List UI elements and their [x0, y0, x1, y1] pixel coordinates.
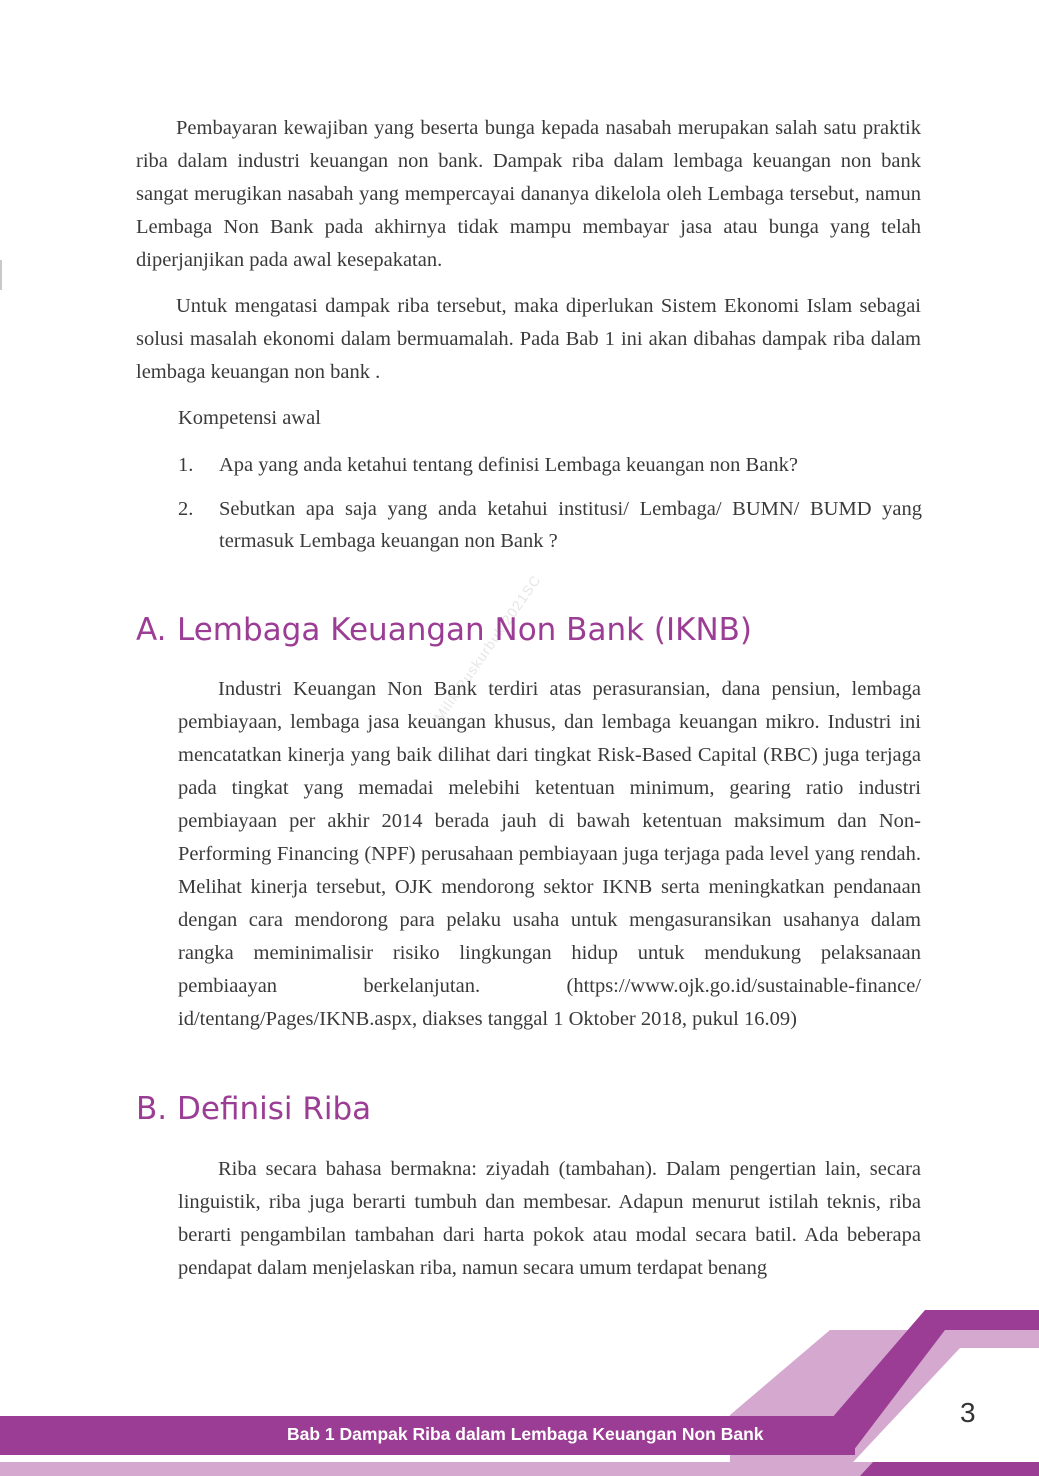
footer-base-dark [860, 1462, 1039, 1476]
chapter-title-footer: Bab 1 Dampak Riba dalam Lembaga Keuangan Non Bank [287, 1424, 764, 1444]
section-b-title: Definisi Riba [177, 1091, 372, 1127]
question-text: Apa yang anda ketahui tentang definisi Lembaga keuangan non Bank? [219, 454, 798, 476]
question-item-2 [178, 493, 922, 557]
section-a-body: Industri Keuangan Non Bank terdiri atas perasuransian, dana pensiun, lembaga pembiayaan, lembaga jasa keuangan khusus, dan lembaga keuangan mikro. Industri ini mencatatkan kinerja yang baik dilihat dari tingkat Risk-Based Capital (RBC) juga terjaga pada tingkat yang memadai melebihi ketentuan minimum, gearing ratio industri pembiayaan per akhir 2014 berada jauh di bawah ketentuan maksimum dan Non-Performing Financing (NPF) perusahaan pembiayaan juga terjaga pada level yang rendah. Melihat kinerja tersebut, OJK mendorong sektor IKNB serta meningkatkan pendanaan dengan cara mendorong para pelaku usaha untuk mengasuransikan usahanya dalam rangka meminimalisir risiko lingkungan hidup untuk mendukung pelaksanaan pembiaayan berkelanjutan. (https://www.ojk.go.id/sustainable-finance/ id/tentang/Pages/IKNB.aspx, diakses tanggal 1 Oktober 2018, pukul 16.09) [178, 678, 921, 1030]
question-number: 2. [178, 498, 194, 520]
question-text: Sebutkan apa saja yang anda ketahui institusi/ Lembaga/ BUMN/ BUMD yang termasuk Lembaga keuangan non Bank ? [219, 498, 922, 552]
section-a-heading [136, 610, 752, 650]
kompetensi-label: Kompetensi awal [178, 407, 321, 429]
question-item-1 [178, 449, 922, 481]
intro-paragraph-2: Untuk mengatasi dampak riba tersebut, maka diperlukan Sistem Ekonomi Islam sebagai solusi masalah ekonomi dalam bermuamalah. Pada Bab 1 ini akan dibahas dampak riba dalam lembaga keuangan non bank . [136, 295, 921, 383]
intro-paragraph-1: Pembayaran kewajiban yang beserta bunga kepada nasabah merupakan salah satu praktik riba dalam industri keuangan non bank. Dampak riba dalam lembaga keuangan non bank sangat merugikan nasabah yang mempercayai dananya dikelola oleh Lembaga tersebut, namun Lembaga Non Bank pada akhirnya tidak mampu membayar jasa atau bunga yang telah diperjanjikan pada awal kesepakatan. [136, 117, 921, 271]
watermark: Milik Puskurbuk 2021SC [430, 571, 544, 725]
section-a-letter: A. [136, 612, 167, 648]
footer-decoration [0, 1300, 1039, 1476]
section-b-body: Riba secara bahasa bermakna: ziyadah (tambahan). Dalam pengertian lain, secara linguistik, riba juga berarti tumbuh dan membesar. Adapun menurut istilah teknis, riba berarti pengambilan tambahan dari harta pokok atau modal secara batil. Ada beberapa pendapat dalam menjelaskan riba, namun secara umum terdapat benang [178, 1158, 921, 1279]
section-b-letter: B. [136, 1091, 168, 1127]
question-number: 1. [178, 454, 194, 476]
section-b-heading [136, 1089, 371, 1129]
page-number: 3 [960, 1397, 976, 1428]
section-a-title: Lembaga Keuangan Non Bank (IKNB) [177, 612, 753, 648]
page-edge-mark [0, 260, 2, 290]
